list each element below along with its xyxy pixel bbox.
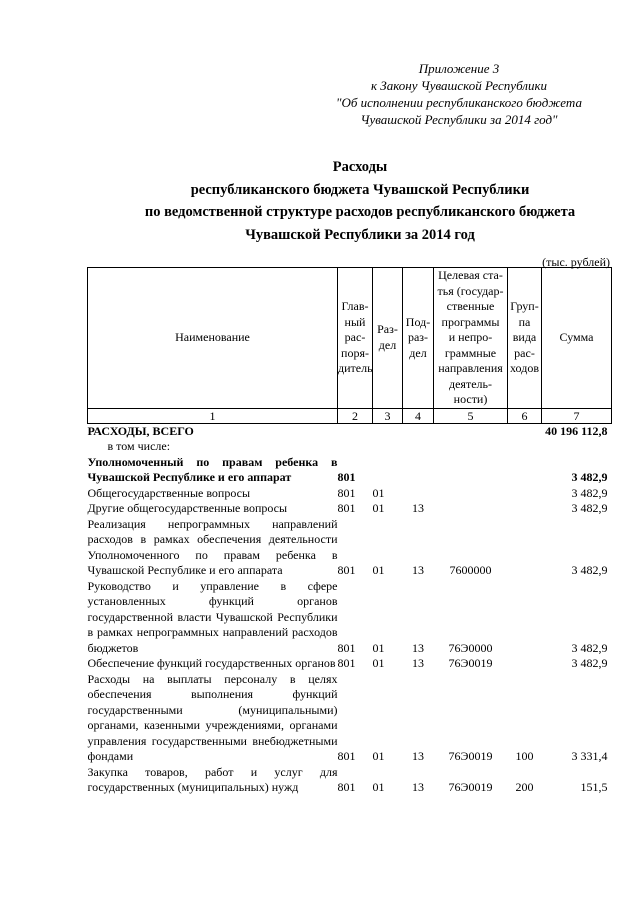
row-expense-group [508,486,542,502]
row-target-item [434,501,508,517]
row-name: Реализация непрограммных направлений расходов в рамках обеспечения деятельности Уполномоченного по правам ребенка в Чувашской Республике и его аппарата [87,516,338,577]
row-main-manager: 801 [337,501,356,515]
title-line-4: Чувашской Республики за 2014 год [245,226,475,243]
header-sum: Сумма [542,268,612,409]
units-label: (тыс. рублей) [542,255,610,269]
column-number: 6 [508,408,542,423]
row-subsection: 13 [412,749,424,763]
row-sum: 40 196 112,8 [545,423,608,438]
row-expense-group [508,517,542,579]
row-section [373,455,403,486]
row-subsection [403,455,434,486]
row-name: Закупка товаров, работ и услуг для государственных (муниципальных) нужд [87,764,338,794]
table-row-department [88,455,612,486]
row-expense-group: 100 [515,749,534,763]
expenses-table [87,267,612,796]
row-name: Общегосударственные вопросы [87,485,251,500]
row-subsection [403,439,434,455]
header-name: Наименование [88,268,338,409]
column-number: 2 [338,408,373,423]
row-section [373,439,403,455]
column-number: 3 [373,408,403,423]
row-name: Уполномоченный по правам ребенка в Чувашской Республике и его аппарат [87,454,338,484]
appendix-line-2: к Закону Чувашской Республики [370,78,548,93]
row-target-item [434,486,508,502]
row-subsection [403,486,434,502]
row-section: 01 [372,563,385,577]
header-main-manager: Глав- ный рас- поря- дитель [338,268,373,409]
row-sum [542,439,612,455]
table-row [88,501,612,517]
row-sum: 3 482,9 [571,563,608,577]
row-expense-group: 200 [515,780,534,794]
row-name: Другие общегосударственные вопросы [87,501,288,515]
appendix-line-3: "Об исполнении республиканского бюджета [336,95,582,110]
row-main-manager: 801 [337,780,356,794]
appendix-line-1: Приложение 3 [418,61,500,76]
row-name: Обеспечение функций государственных органов [87,656,336,670]
row-sum: 3 482,9 [571,501,608,515]
table-row [88,656,612,672]
row-subsection: 13 [412,780,424,794]
row-main-manager: 801 [337,656,356,670]
row-sum: 3 482,9 [571,470,608,484]
row-sum: 3 482,9 [571,656,608,670]
row-main-manager: 801 [337,749,356,763]
row-name: Руководство и управление в сфере установленных функций органов государственной власти Чувашской Республики в рамках непрограммных направлений расходов бюджетов [87,578,338,655]
row-sum: 151,5 [580,780,608,794]
row-main-manager: 801 [337,563,356,577]
table-row [88,439,612,455]
row-expense-group [508,656,542,672]
table-row [88,672,612,765]
row-section: 01 [372,780,385,794]
column-number: 7 [542,408,612,423]
row-target-item: 76Э0019 [448,656,493,670]
row-name: РАСХОДЫ, ВСЕГО [87,423,194,438]
column-number: 1 [88,408,338,423]
table-row [88,486,612,502]
appendix-header [300,60,618,128]
row-target-item [434,423,508,439]
header-subsection: Под- раз- дел [403,268,434,409]
appendix-line-4: Чувашской Республики за 2014 год" [360,112,558,127]
table-row [88,765,612,796]
row-subsection: 13 [412,656,424,670]
row-main-manager: 801 [337,640,356,655]
column-number: 4 [403,408,434,423]
row-target-item: 76Э0019 [448,780,493,794]
header-target-item: Целевая ста- тья (государ- ственные программы и непро- граммные направления деятель- ности) [434,268,508,409]
row-subsection: 13 [412,640,424,655]
row-main-manager [338,439,373,455]
row-expense-group [508,423,542,439]
row-subsection [403,423,434,439]
table-row [88,517,612,579]
row-section: 01 [372,749,385,763]
table-row [88,579,612,657]
row-sum: 3 482,9 [571,640,608,655]
row-main-manager [338,423,373,439]
row-section: 01 [372,485,385,500]
row-sum: 3 482,9 [571,485,608,500]
row-subsection: 13 [412,501,424,515]
row-section [373,423,403,439]
row-sum: 3 331,4 [571,749,608,763]
row-target-item: 76Э0019 [448,749,493,763]
title-line-2: республиканского бюджета Чувашской Республики [190,181,530,198]
row-section: 01 [372,501,385,515]
column-number: 5 [434,408,508,423]
row-target-item: 76Э0000 [448,640,493,655]
row-main-manager: 801 [337,470,356,484]
row-expense-group [508,501,542,517]
row-name: в том числе: [107,439,171,453]
header-expense-group: Груп- па вида рас- ходов [508,268,542,409]
document-title [80,156,640,246]
title-line-3: по ведомственной структуре расходов республиканского бюджета [144,204,576,220]
row-expense-group [508,439,542,455]
title-line-1: Расходы [332,159,388,175]
row-subsection: 13 [412,563,424,577]
row-target-item: 7600000 [449,563,492,577]
row-target-item [434,455,508,486]
row-expense-group [508,579,542,657]
table-row-total [88,423,612,439]
row-target-item [434,439,508,455]
row-section: 01 [372,656,385,670]
row-name: Расходы на выплаты персоналу в целях обеспечения выполнения функций государственными (муниципальными) органами, казенными учреждениями, органами управления государственными внебюджетными фондами [87,671,338,763]
row-expense-group [508,455,542,486]
row-section: 01 [372,640,385,655]
header-section: Раз- дел [373,268,403,409]
row-main-manager: 801 [337,485,356,500]
